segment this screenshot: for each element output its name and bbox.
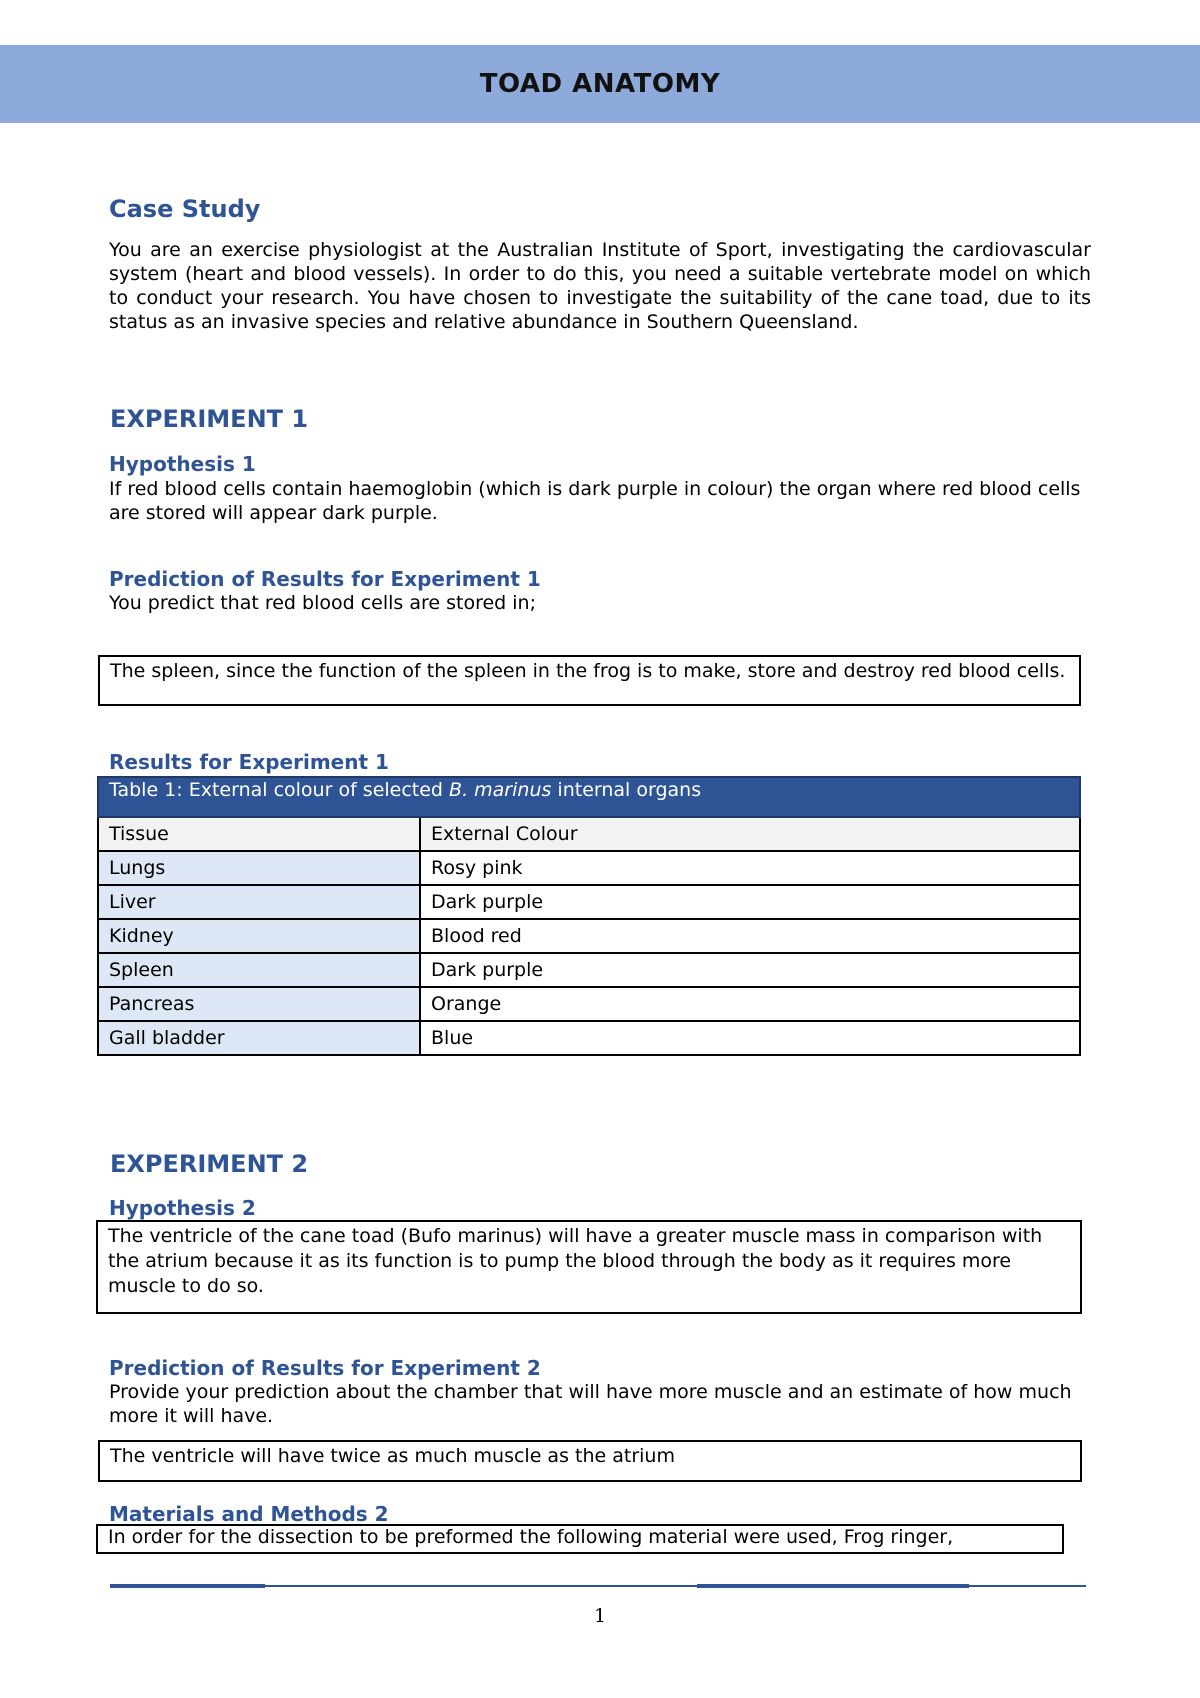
- prediction-2-answer-box[interactable]: [98, 1440, 1082, 1482]
- hypothesis-1-heading: Hypothesis 1: [109, 452, 256, 476]
- hypothesis-2-answer: The ventricle of the cane toad (Bufo marinus) will have a greater muscle mass in comparison with the atrium because it as its function is to pump the blood through the body as it requires more muscle to do so.: [108, 1225, 1043, 1297]
- experiment-2-heading: EXPERIMENT 2: [110, 1150, 309, 1178]
- methods-2-answer: In order for the dissection to be preformed the following material were used, Frog ringer,: [108, 1526, 954, 1548]
- table-row: [98, 1021, 1080, 1055]
- title-banner: [0, 45, 1200, 123]
- hypothesis-2-answer-box[interactable]: [96, 1220, 1082, 1314]
- footer-rule-accent-right: [697, 1584, 969, 1588]
- table-row: [98, 885, 1080, 919]
- table-row: [98, 919, 1080, 953]
- colour-cell: Orange: [420, 987, 1080, 1021]
- case-study-text: You are an exercise physiologist at the Australian Institute of Sport, investigating the cardiovascular system (heart and blood vessels). In order to do this, you need a suitable vertebrate model on which to conduct your research. You have chosen to investigate the suitability of the cane toad, due to its status as an invasive species and relative abundance in Southern Queensland.: [109, 239, 1091, 333]
- prediction-1-prompt: You predict that red blood cells are stored in;: [109, 592, 536, 614]
- table-caption: Table 1: External colour of selected B. marinus internal organs: [98, 777, 1080, 817]
- document-title: TOAD ANATOMY: [479, 69, 721, 99]
- tissue-cell: Pancreas: [98, 987, 420, 1021]
- footer-rule-accent-left: [110, 1584, 265, 1588]
- methods-2-answer-box[interactable]: [96, 1524, 1064, 1554]
- header-external-colour: External Colour: [420, 817, 1080, 851]
- hypothesis-2-heading: Hypothesis 2: [109, 1196, 256, 1220]
- table-header-row: [98, 817, 1080, 851]
- tissue-cell: Kidney: [98, 919, 420, 953]
- header-tissue: Tissue: [98, 817, 420, 851]
- prediction-1-answer: The spleen, since the function of the spleen in the frog is to make, store and destroy red blood cells.: [110, 660, 1066, 682]
- organ-colour-table: [97, 776, 1081, 1056]
- tissue-cell: Gall bladder: [98, 1021, 420, 1055]
- prediction-2-heading: Prediction of Results for Experiment 2: [109, 1356, 541, 1380]
- tissue-cell: Lungs: [98, 851, 420, 885]
- experiment-1-heading: EXPERIMENT 1: [110, 405, 309, 433]
- table-row: [98, 987, 1080, 1021]
- colour-cell: Rosy pink: [420, 851, 1080, 885]
- colour-cell: Dark purple: [420, 885, 1080, 919]
- colour-cell: Blood red: [420, 919, 1080, 953]
- results-1-heading: Results for Experiment 1: [109, 750, 389, 774]
- hypothesis-1-text: If red blood cells contain haemoglobin (which is dark purple in colour) the organ where red blood cells are stored will appear dark purple.: [109, 478, 1081, 524]
- case-study-heading: Case Study: [109, 195, 261, 223]
- methods-2-heading: Materials and Methods 2: [109, 1502, 389, 1526]
- table-row: [98, 953, 1080, 987]
- prediction-1-answer-box[interactable]: [98, 655, 1081, 706]
- prediction-2-prompt: Provide your prediction about the chamber that will have more muscle and an estimate of how much more it will have.: [109, 1381, 1072, 1427]
- tissue-cell: Spleen: [98, 953, 420, 987]
- table-row: [98, 851, 1080, 885]
- colour-cell: Blue: [420, 1021, 1080, 1055]
- prediction-2-answer: The ventricle will have twice as much muscle as the atrium: [110, 1445, 675, 1467]
- page-number: 1: [593, 1605, 607, 1627]
- colour-cell: Dark purple: [420, 953, 1080, 987]
- tissue-cell: Liver: [98, 885, 420, 919]
- prediction-1-heading: Prediction of Results for Experiment 1: [109, 567, 541, 591]
